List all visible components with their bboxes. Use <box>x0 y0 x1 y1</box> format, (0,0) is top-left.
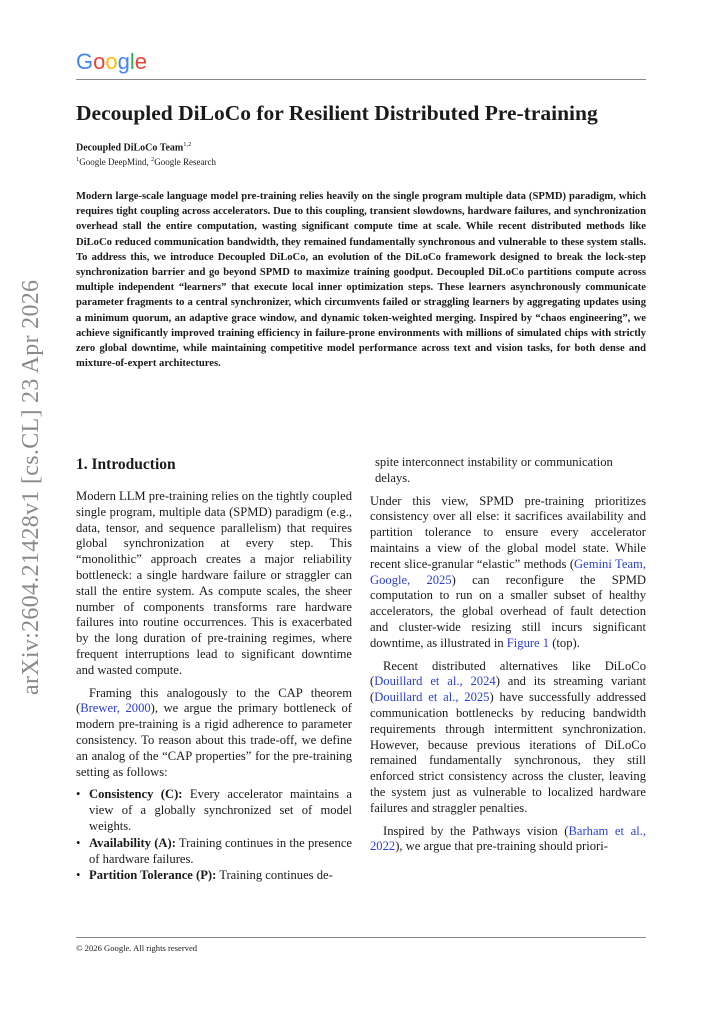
text: ) and its streaming variant ( <box>370 674 646 705</box>
header-rule <box>76 79 646 80</box>
citation-link[interactable]: Douillard et al., 2024 <box>374 674 496 689</box>
citation-link[interactable]: Gemini Team, Google, 2025 <box>370 556 646 587</box>
citation-link[interactable]: Barham et al., 2022 <box>370 823 646 854</box>
logo-letter: e <box>134 49 148 74</box>
text: Framing this analogously to the CAP theorem ( <box>76 685 352 716</box>
continued-paragraph: spite interconnect instability or communication delays. <box>375 455 613 485</box>
text: Inspired by the Pathways vision ( <box>383 823 569 838</box>
list-text: Every accelerator maintains a view of a globally synchronized set of model weights. <box>89 787 352 833</box>
citation-link[interactable]: Brewer, 2000 <box>80 701 151 716</box>
affil-1: Google DeepMind, <box>79 157 151 167</box>
section-heading: 1. Introduction <box>76 456 176 473</box>
copyright-footer: © 2026 Google. All rights reserved <box>76 943 198 953</box>
intro-paragraph-3 <box>370 494 646 652</box>
author-sup: 1,2 <box>183 141 192 148</box>
logo-letter: G <box>76 49 94 74</box>
intro-paragraph-2 <box>76 686 352 781</box>
affil-2: Google Research <box>154 157 216 167</box>
bullet-icon: • <box>76 835 81 850</box>
affil-sup-2: 2 <box>151 156 155 163</box>
logo-letter: g <box>117 49 130 74</box>
google-logo <box>76 49 147 75</box>
text: ) have successfully addressed communication bottlenecks by reducing bandwidth requirements through intermittent synchronization. However, because previous iterations of DiLoCo remained fundamentally synchronous, they still enforced strict consistency across the cluster, leaving the system just as vulnerable to localized hardware failures and straggler penalties. <box>370 690 647 815</box>
left-column <box>76 455 352 885</box>
text: ), we argue that pre-training should priori- <box>395 839 608 854</box>
paper-title: Decoupled DiLoCo for Resilient Distributed Pre-training <box>76 101 598 125</box>
bullet-icon: • <box>76 868 81 883</box>
text: Recent distributed alternatives like DiLoCo ( <box>370 658 646 689</box>
logo-letter: o <box>105 49 118 74</box>
list-item <box>76 868 352 884</box>
authors <box>76 141 191 153</box>
citation-link[interactable]: Douillard et al., 2025 <box>374 690 490 705</box>
footer-rule <box>76 937 646 938</box>
abstract: Modern large-scale language model pre-training relies heavily on the single program multiple data (SPMD) paradigm, which requires tight coupling across accelerators. Due to this coupling, transient slowdowns, hardware failures, and synchronization overhead stall the entire computation, wasting significant compute time at scale. While recent distributed methods like DiLoCo reduced communication bandwidth, they remained fundamentally synchronous and vulnerable to these system stalls. To address this, we introduce Decoupled DiLoCo, an evolution of the DiLoCo framework designed to break the lock-step synchronization barrier and go beyond SPMD to maximize training goodput. Decoupled DiLoCo partitions compute across multiple independent “learners” that execute local inner optimization steps. These learners asynchronously communicate parameter fragments to a central synchronizer, which circumvents failed or straggling learners by aggregating updates using a minimum quorum, an adaptive grace window, and dynamic token-weighted merging. Inspired by “chaos engineering”, we achieve significantly improved training efficiency in failure-prone environments with millions of simulated chips with strictly zero global downtime, while maintaining competitive model performance across text and vision tasks, for both dense and mixture-of-expert architectures. <box>76 191 646 370</box>
right-column <box>370 455 646 862</box>
figure-link[interactable]: Figure 1 <box>506 635 550 650</box>
list-text: Training continues in the presence of hardware failures. <box>89 835 352 866</box>
text: ) can reconfigure the SPMD computation to run on a smaller subset of healthy accelerators, the global overhead of fault detection and cluster-wide resizing still incurs significant downtime, as illustrated in <box>370 572 646 650</box>
text: (top). <box>549 635 580 650</box>
arxiv-stamp: arXiv:2604.21428v1 [cs.CL] 23 Apr 2026 <box>18 279 44 695</box>
affiliations <box>76 156 216 167</box>
author-name: Decoupled DiLoCo Team <box>76 142 184 154</box>
cap-list <box>76 787 352 884</box>
list-item <box>76 787 352 834</box>
affil-sup-1: 1 <box>76 156 80 163</box>
list-text: Training continues de- <box>216 868 333 883</box>
intro-paragraph-1: Modern LLM pre-training relies on the tightly coupled single program, multiple data (SPMD) paradigm (e.g., data, tensor, and sequence parallelism) that requires global synchronization at every step. This “monolithic” approach creates a major reliability bottleneck: a single hardware failure or straggler can stall the entire system. As compute scales, the sheer number of components transforms rare hardware failures into routine occurrences. This is exacerbated by the long duration of pre-training regimes, where frequent interruptions lead to significant downtime and wasted compute. <box>76 489 352 677</box>
text: Under this view, SPMD pre-training prioritizes consistency over all else: it sacrifices availability and partition tolerance to ensure every accelerator maintains a view of the global model state. While recent slice-granular “elastic” methods ( <box>370 493 646 571</box>
list-term: Availability (A): <box>89 835 176 850</box>
list-term: Consistency (C): <box>89 787 183 802</box>
intro-paragraph-5 <box>370 824 646 856</box>
logo-letter: l <box>129 49 135 74</box>
text: ), we argue the primary bottleneck of modern pre-training is a rigid adherence to parameter consistency. To reason about this trade-off, we define an analog of the “CAP properties” for the pre-training setting as follows: <box>76 701 353 779</box>
list-term: Partition Tolerance (P): <box>89 868 217 883</box>
intro-paragraph-4 <box>370 659 646 817</box>
list-item <box>76 836 352 868</box>
logo-letter: o <box>93 49 106 74</box>
bullet-icon: • <box>76 787 81 802</box>
